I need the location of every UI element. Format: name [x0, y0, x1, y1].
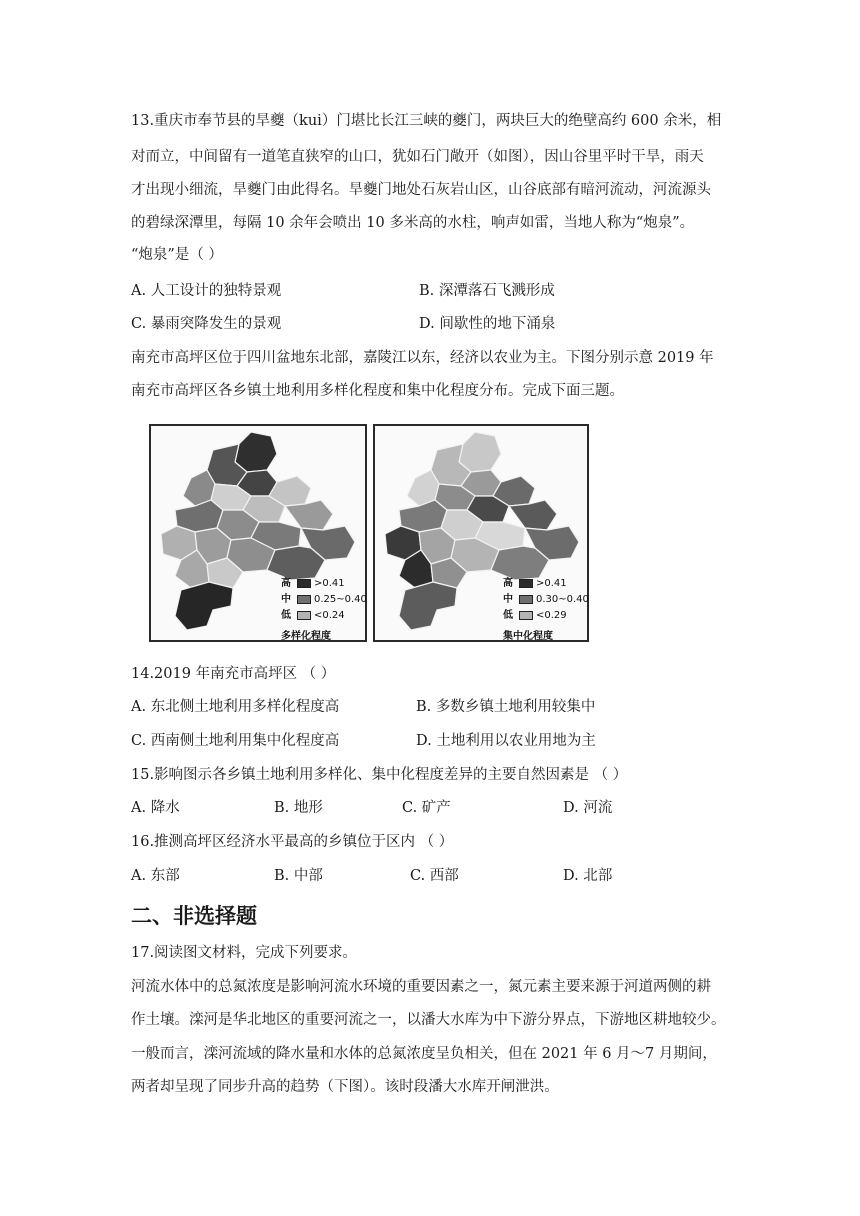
q14-option-d[interactable]: D. 土地利用以农业用地为主 — [416, 733, 596, 749]
legend-mid-range: 0.30~0.40 — [536, 594, 589, 605]
concentration-map — [373, 424, 589, 642]
q15-option-a[interactable]: A. 降水 — [131, 800, 180, 816]
q16-option-d[interactable]: D. 北部 — [563, 868, 613, 884]
legend-low-swatch — [297, 611, 311, 620]
legend-high-label: 高 — [503, 578, 513, 589]
q13-line-2: 对而立，中间留有一道笔直狭窄的山口，犹如石门敞开（如图），因山谷里平时干旱，雨天 — [131, 149, 704, 165]
legend-high-range: >0.41 — [536, 578, 567, 589]
q16-option-c[interactable]: C. 西部 — [410, 868, 459, 884]
section-heading: 二、非选择题 — [131, 904, 257, 928]
q13-option-d[interactable]: D. 间歇性的地下涌泉 — [419, 316, 556, 332]
q17-para-line-4: 两者却呈现了同步升高的趋势（下图）。该时段潘大水库开闸泄洪。 — [131, 1079, 559, 1095]
legend-low-label: 低 — [281, 610, 291, 621]
legend-mid-swatch — [297, 595, 311, 604]
q16-stem: 16.推测高坪区经济水平最高的乡镇位于区内 （ ） — [131, 834, 454, 850]
q15-stem: 15.影响图示各乡镇土地利用多样化、集中化程度差异的主要自然因素是 （ ） — [131, 767, 628, 783]
legend-mid-swatch — [519, 595, 533, 604]
q16-option-a[interactable]: A. 东部 — [131, 868, 180, 884]
q17-stem: 17.阅读图文材料，完成下列要求。 — [131, 945, 358, 961]
legend-high-swatch — [297, 579, 311, 588]
q13-stem-end: “炮泉”是（ ） — [131, 247, 223, 263]
legend-low-range: <0.24 — [314, 610, 345, 621]
q13-line-1: 13.重庆市奉节县的旱夔（kui）门堪比长江三峡的夔门，两块巨大的绝壁高约 600 余米，相 — [131, 113, 722, 129]
q14-option-b[interactable]: B. 多数乡镇土地利用较集中 — [416, 699, 596, 715]
q13-option-b[interactable]: B. 深潭落石飞溅形成 — [419, 283, 555, 299]
legend-low-swatch — [519, 611, 533, 620]
q17-para-line-1: 河流水体中的总氮浓度是影响河流水环境的重要因素之一，氮元素主要来源于河道两侧的耕 — [131, 979, 711, 995]
diversification-map-title: 多样化程度 — [281, 631, 331, 642]
q16-option-b[interactable]: B. 中部 — [274, 868, 323, 884]
legend-mid-label: 中 — [503, 594, 513, 605]
q13-line-4: 的碧绿深潭里，每隔 10 余年会喷出 10 多米高的水柱，响声如雷，当地人称为“炮泉”。 — [131, 215, 695, 231]
q14-option-a[interactable]: A. 东北侧土地利用多样化程度高 — [131, 699, 340, 715]
legend-high-range: >0.41 — [314, 578, 345, 589]
q15-option-d[interactable]: D. 河流 — [563, 800, 613, 816]
diversification-map — [149, 424, 367, 642]
diversification-legend — [281, 578, 367, 642]
legend-high-swatch — [519, 579, 533, 588]
q14-option-c[interactable]: C. 西南侧土地利用集中化程度高 — [131, 733, 340, 749]
q17-para-line-3: 一般而言，滦河流域的降水量和水体的总氮浓度呈负相关，但在 2021 年 6 月～7 月期间， — [131, 1046, 717, 1062]
legend-low-range: <0.29 — [536, 610, 567, 621]
q13-option-c[interactable]: C. 暴雨突降发生的景观 — [131, 316, 282, 332]
q15-option-b[interactable]: B. 地形 — [274, 800, 323, 816]
concentration-legend — [503, 578, 587, 640]
legend-high-label: 高 — [281, 578, 291, 589]
legend-mid-label: 中 — [281, 594, 291, 605]
q15-option-c[interactable]: C. 矿产 — [402, 800, 451, 816]
legend-mid-range: 0.25~0.40 — [314, 594, 367, 605]
q17-para-line-2: 作土壤。滦河是华北地区的重要河流之一，以潘大水库为中下游分界点，下游地区耕地较少。 — [131, 1012, 726, 1028]
q13-option-a[interactable]: A. 人工设计的独特景观 — [131, 283, 282, 299]
intro-line-2: 南充市高坪区各乡镇土地利用多样化程度和集中化程度分布。完成下面三题。 — [131, 383, 624, 399]
q14-stem: 14.2019 年南充市高坪区 （ ） — [131, 666, 336, 682]
intro-line-1: 南充市高坪区位于四川盆地东北部，嘉陵江以东，经济以农业为主。下图分别示意 2019 年 — [131, 350, 714, 366]
q13-line-3: 才出现小细流，旱夔门由此得名。旱夔门地处石灰岩山区，山谷底部有暗河流动，河流源头 — [131, 182, 711, 198]
concentration-map-title: 集中化程度 — [503, 631, 553, 642]
legend-low-label: 低 — [503, 610, 513, 621]
